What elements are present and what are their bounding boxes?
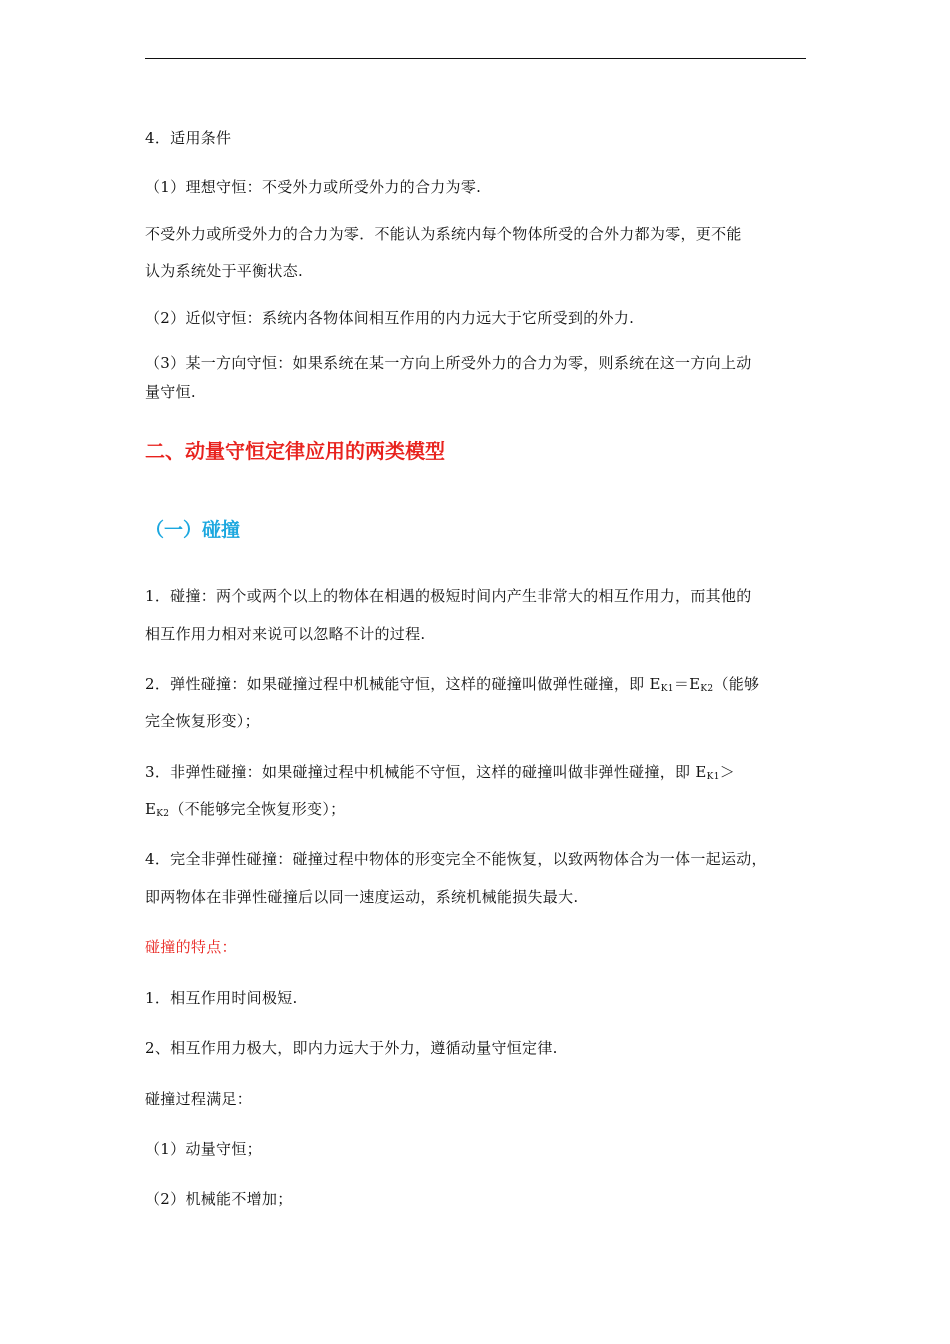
collision-process-label: 碰撞过程满足： xyxy=(145,1090,253,1108)
process-condition-1: （1）动量守恒； xyxy=(145,1140,262,1158)
elastic-collision-line-2: 完全恢复形变）； xyxy=(145,712,260,730)
condition-note-line-1: 不受外力或所受外力的合力为零．不能认为系统内每个物体所受的合外力都为零，更不能 xyxy=(145,225,742,243)
collision-def-line-1: 1．碰撞：两个或两个以上的物体在相遇的极短时间内产生非常大的相互作用力，而其他的 xyxy=(145,587,752,605)
section-2-title: 二、动量守恒定律应用的两类模型 xyxy=(145,439,445,463)
ek1-subscript: K1 xyxy=(706,772,720,782)
ek1-subscript: K1 xyxy=(660,684,674,694)
process-condition-2: （2）机械能不增加； xyxy=(145,1190,293,1208)
perfectly-inelastic-line-2: 即两物体在非弹性碰撞后以同一速度运动，系统机械能损失最大. xyxy=(145,888,579,906)
collision-def-line-2: 相互作用力相对来说可以忽略不计的过程. xyxy=(145,625,426,643)
elastic-text-b: （能够 xyxy=(713,675,760,693)
condition-item-2: （2）近似守恒：系统内各物体间相互作用的内力远大于它所受到的外力. xyxy=(145,309,635,327)
inelastic-collision-line-2 xyxy=(145,799,345,824)
elastic-collision-line-1 xyxy=(145,674,759,699)
condition-item-1: （1）理想守恒：不受外力或所受外力的合力为零. xyxy=(145,178,482,196)
condition-item-3-line-1: （3）某一方向守恒：如果系统在某一方向上所受外力的合力为零，则系统在这一方向上动 xyxy=(145,354,752,372)
condition-item-3-line-2: 量守恒. xyxy=(145,383,196,401)
inelastic-text-d: （不能够完全恢复形变）； xyxy=(169,800,346,818)
ek2-subscript: K2 xyxy=(700,684,714,694)
inelastic-text-c: E xyxy=(145,800,157,818)
elastic-text-mid: ＝E xyxy=(673,675,701,693)
feature-2: 2、相互作用力极大，即内力远大于外力，遵循动量守恒定律. xyxy=(145,1039,558,1057)
feature-1: 1．相互作用时间极短. xyxy=(145,989,298,1007)
ek2-subscript: K2 xyxy=(156,809,170,819)
subsection-collision-title: （一）碰撞 xyxy=(145,519,241,541)
perfectly-inelastic-line-1: 4．完全非弹性碰撞：碰撞过程中物体的形变完全不能恢复，以致两物体合为一体一起运动， xyxy=(145,850,767,868)
header-rule xyxy=(145,58,806,59)
elastic-text-a: 2．弹性碰撞：如果碰撞过程中机械能守恒，这样的碰撞叫做弹性碰撞，即 E xyxy=(145,675,661,693)
collision-features-label: 碰撞的特点： xyxy=(145,938,237,956)
inelastic-text-a: 3．非弹性碰撞：如果碰撞过程中机械能不守恒，这样的碰撞叫做非弹性碰撞，即 E xyxy=(145,763,707,781)
condition-note-line-2: 认为系统处于平衡状态. xyxy=(145,262,304,280)
inelastic-text-b: ＞ xyxy=(719,763,736,781)
inelastic-collision-line-1 xyxy=(145,762,735,787)
section4-heading: 4．适用条件 xyxy=(145,129,232,147)
